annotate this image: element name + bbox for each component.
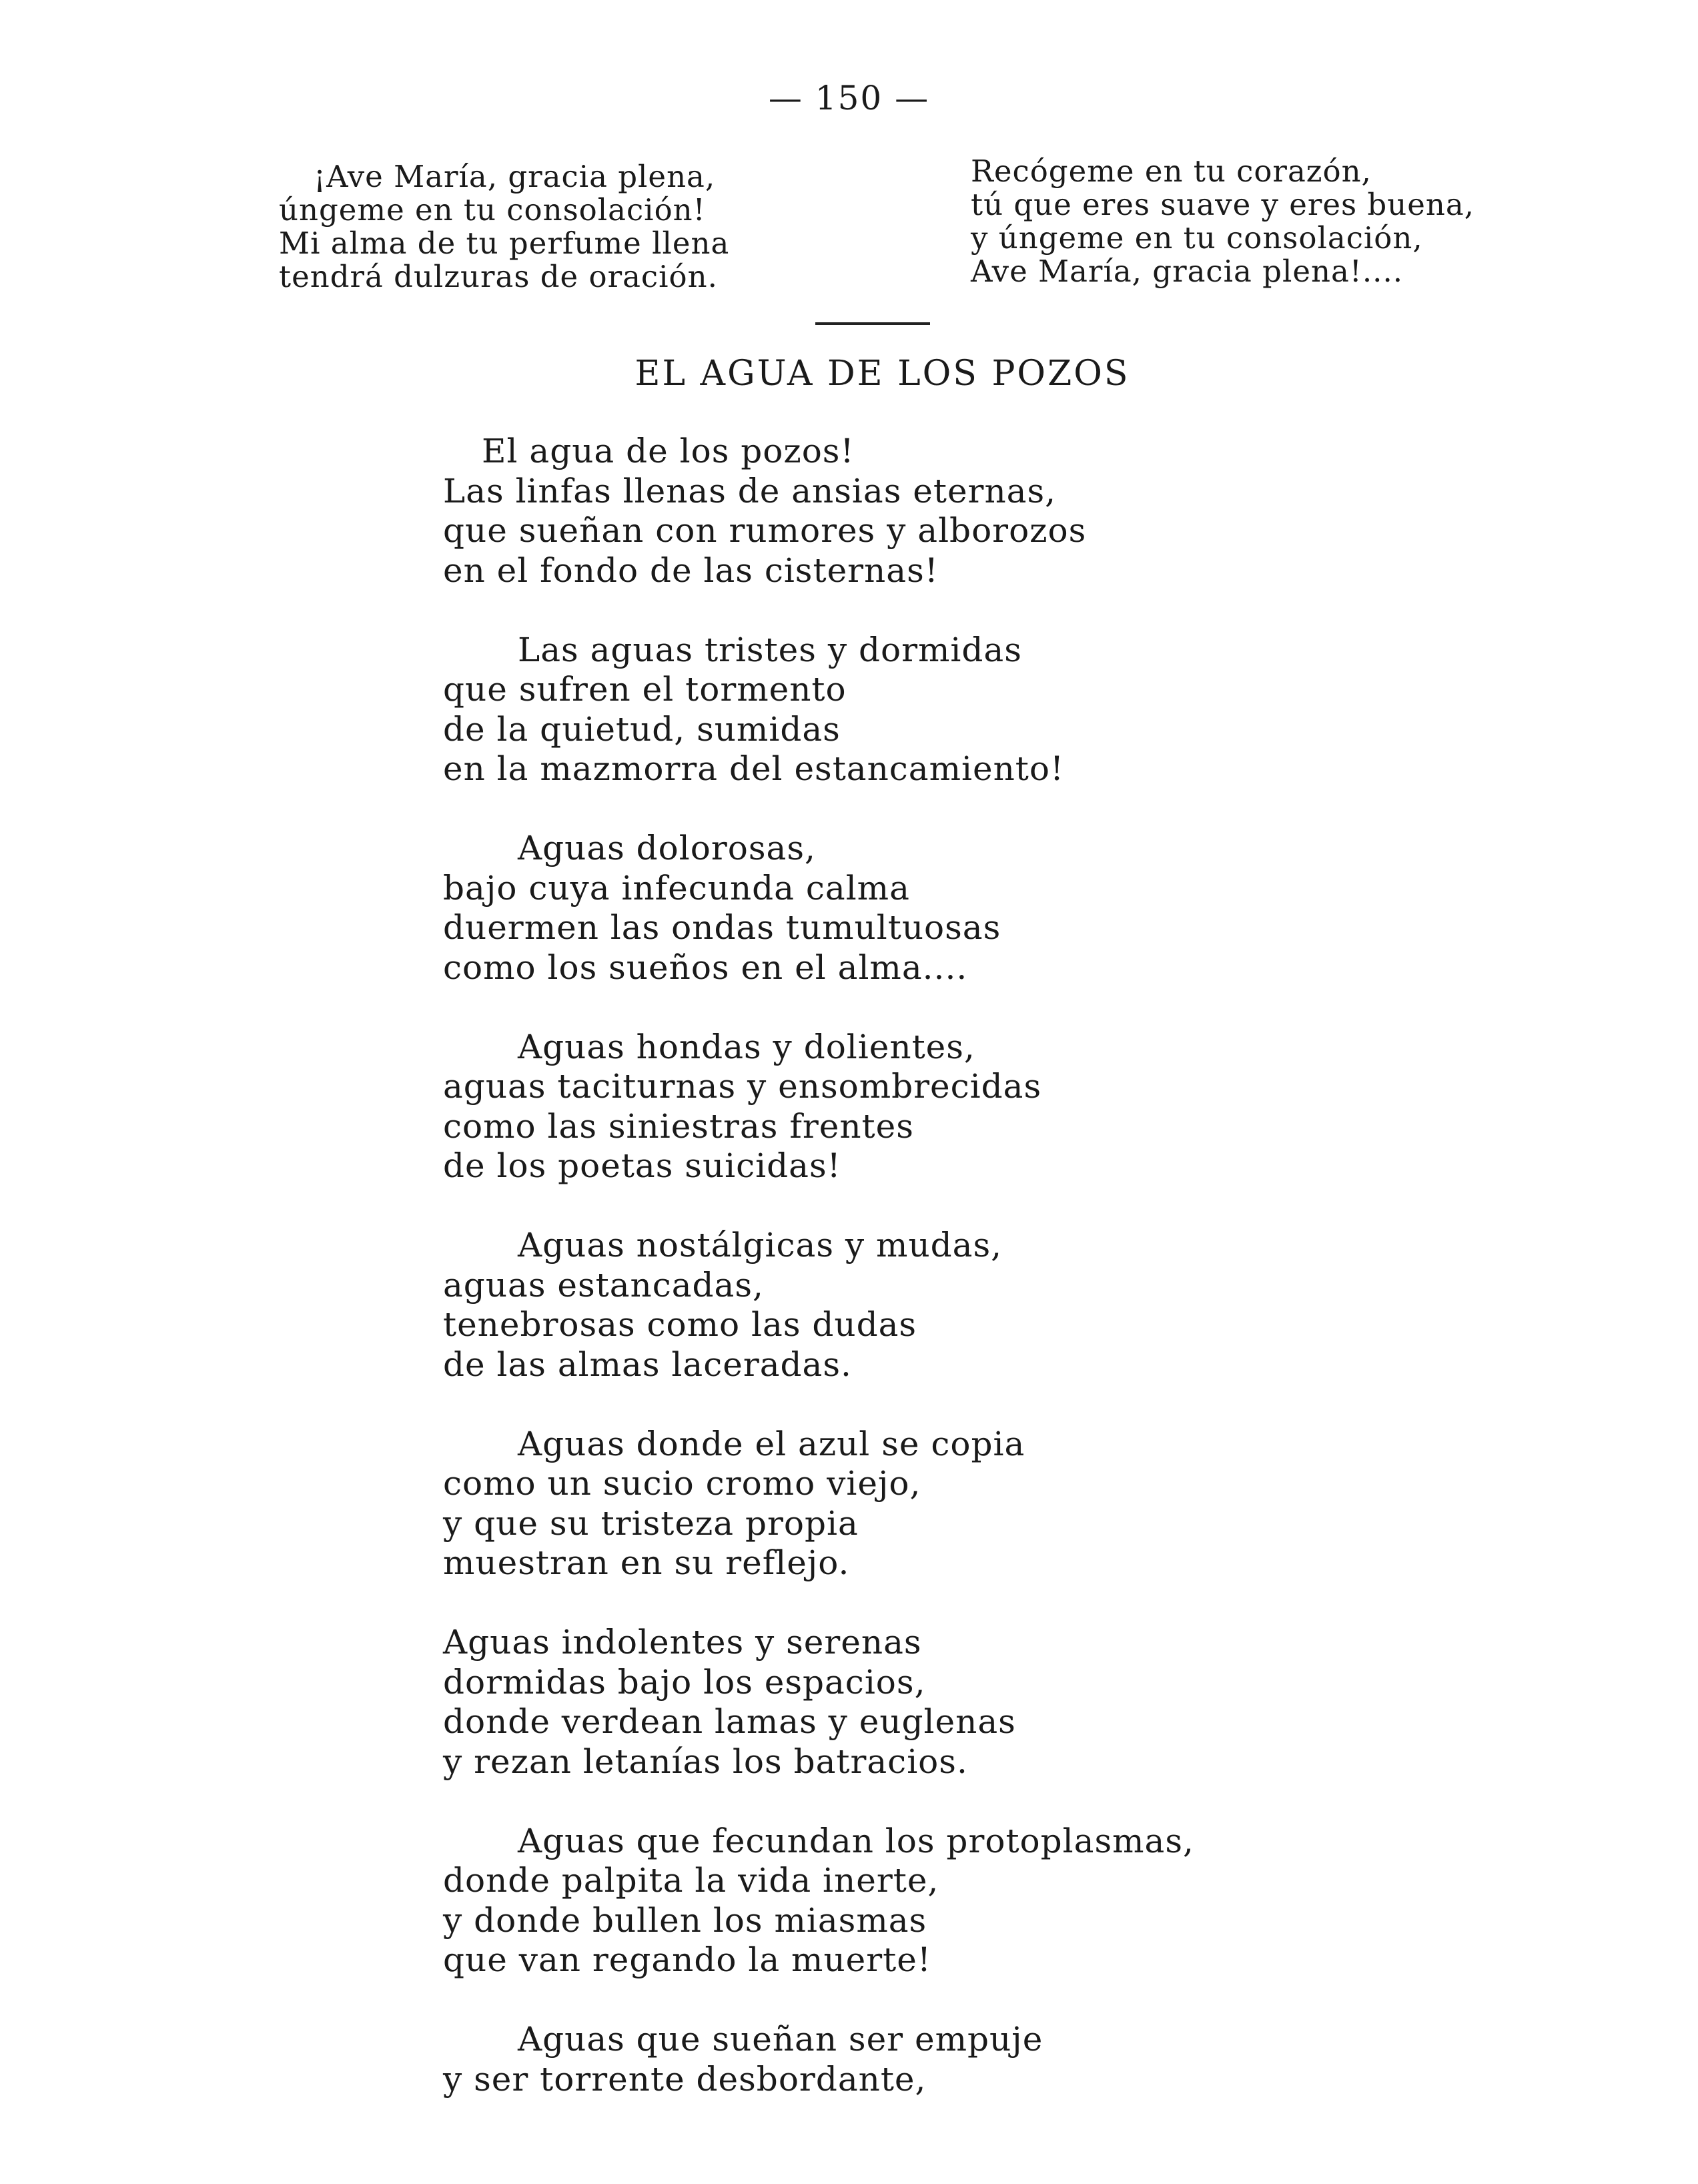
- verse-line: tenebrosas como las dudas: [443, 1305, 917, 1344]
- verse-line: de la quietud, sumidas: [443, 709, 841, 749]
- stanza: [443, 631, 1194, 789]
- verse-line: Aguas dolorosas,: [518, 829, 816, 867]
- verse-line: Aguas donde el azul se copia: [518, 1424, 1025, 1463]
- top-right-stanza: [971, 155, 1474, 288]
- verse-line: y que su tristeza propia: [443, 1503, 859, 1543]
- verse-line: Aguas hondas y dolientes,: [518, 1027, 975, 1066]
- verse-line: tú que eres suave y eres buena,: [971, 187, 1474, 222]
- verse-line: Las aguas tristes y dormidas: [518, 630, 1022, 669]
- verse-line: dormidas bajo los espacios,: [443, 1662, 926, 1702]
- stanza: [443, 829, 1194, 988]
- verse-line: donde palpita la vida inerte,: [443, 1861, 939, 1900]
- verse-line: que sueñan con rumores y alborozos: [443, 511, 1087, 550]
- poem-body: [443, 432, 1194, 2139]
- verse-line: de los poetas suicidas!: [443, 1146, 841, 1185]
- poem-title: EL AGUA DE LOS POZOS: [634, 354, 1130, 394]
- stanza: [443, 1623, 1194, 1782]
- verse-line: Ave María, gracia plena!....: [971, 254, 1404, 289]
- verse-line: Recógeme en tu corazón,: [971, 153, 1372, 189]
- verse-line: en la mazmorra del estancamiento!: [443, 749, 1065, 788]
- verse-line: Aguas que fecundan los protoplasmas,: [518, 1821, 1194, 1860]
- verse-line: El agua de los pozos!: [482, 432, 855, 470]
- verse-line: y rezan letanías los batracios.: [443, 1742, 968, 1781]
- stanza: [443, 432, 1194, 591]
- verse-line: de las almas laceradas.: [443, 1345, 852, 1384]
- verse-line: Aguas que sueñan ser empuje: [518, 2020, 1043, 2059]
- verse-line: muestran en su reflejo.: [443, 1543, 850, 1582]
- verse-line: y donde bullen los miasmas: [443, 1900, 927, 1940]
- verse-line: que sufren el tormento: [443, 670, 847, 709]
- verse-line: como un sucio cromo viejo,: [443, 1464, 921, 1503]
- verse-line: donde verdean lamas y euglenas: [443, 1702, 1016, 1741]
- stanza: [443, 1028, 1194, 1186]
- verse-line: Aguas indolentes y serenas: [443, 1623, 922, 1662]
- verse-line: como los sueños en el alma....: [443, 948, 968, 987]
- stanza: [443, 1425, 1194, 1583]
- verse-line: y úngeme en tu consolación,: [971, 220, 1423, 256]
- section-divider: [815, 322, 930, 325]
- verse-line: Aguas nostálgicas y mudas,: [518, 1226, 1003, 1264]
- stanza: [443, 1822, 1194, 1980]
- stanza: [443, 1226, 1194, 1385]
- verse-line: duermen las ondas tumultuosas: [443, 908, 1001, 947]
- verse-line: aguas taciturnas y ensombrecidas: [443, 1067, 1042, 1106]
- verse-line: úngeme en tu consolación!: [279, 192, 706, 228]
- verse-line: como las siniestras frentes: [443, 1106, 914, 1146]
- verse-line: que van regando la muerte!: [443, 1940, 931, 1979]
- verse-line: Las linfas llenas de ansias eternas,: [443, 471, 1057, 510]
- verse-line: tendrá dulzuras de oración.: [279, 259, 718, 294]
- verse-line: en el fondo de las cisternas!: [443, 551, 939, 590]
- verse-line: bajo cuya infecunda calma: [443, 868, 910, 907]
- verse-line: y ser torrente desbordante,: [443, 2059, 927, 2099]
- verse-line: ¡Ave María, gracia plena,: [314, 159, 716, 194]
- verse-line: aguas estancadas,: [443, 1265, 764, 1305]
- page-number: — 150 —: [768, 79, 930, 117]
- verse-line: Mi alma de tu perfume llena: [279, 226, 730, 261]
- stanza: [443, 2020, 1194, 2099]
- top-left-stanza: [279, 160, 729, 294]
